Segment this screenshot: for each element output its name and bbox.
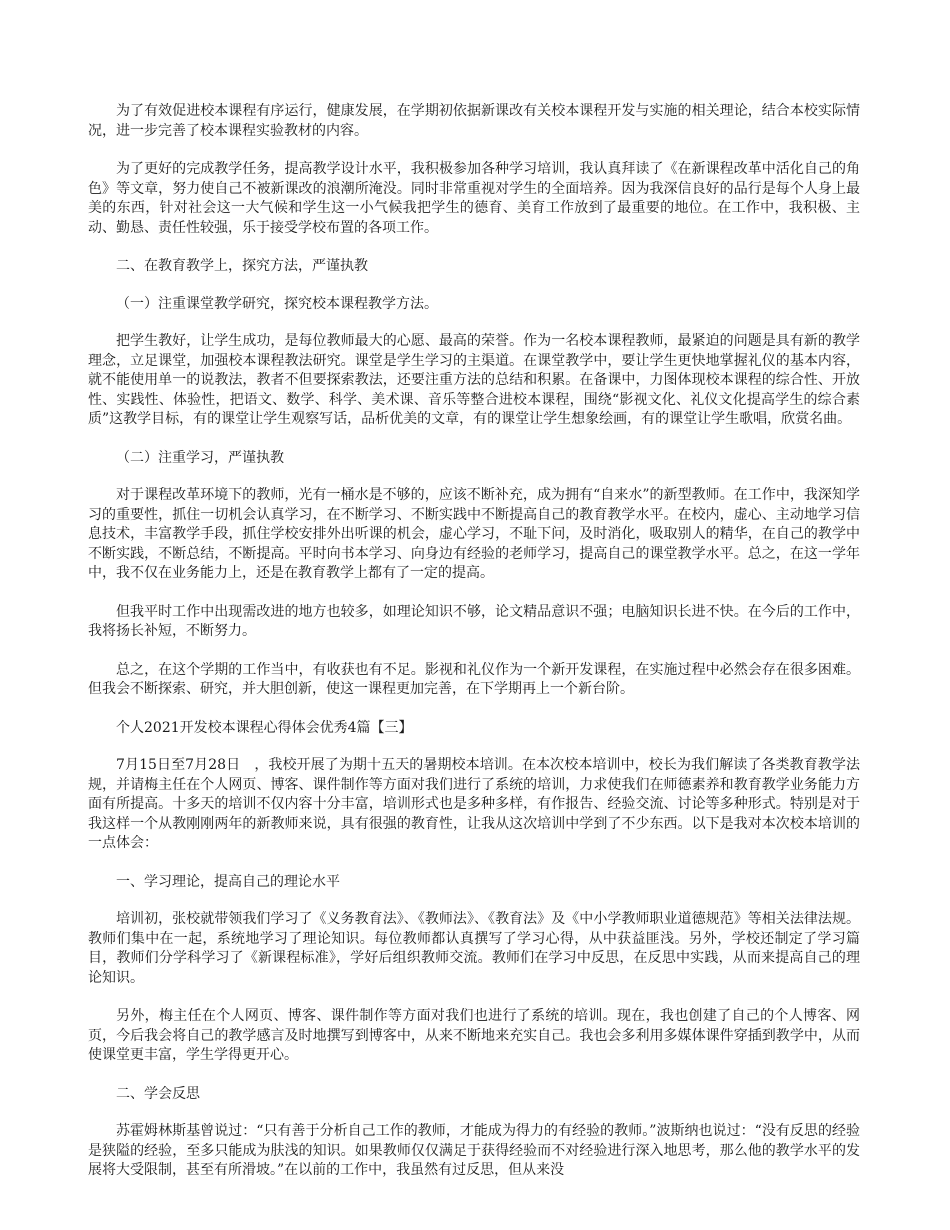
document-body bbox=[88, 102, 860, 1200]
paragraph: 对于课程改革环境下的教师，光有一桶水是不够的，应该不断补充，成为拥有“自来水”的新型教师。在工作中，我深知学习的重要性，抓住一切机会认真学习，在不断学习、不断实践中不断提高自己的教育教学水平。在校内，虚心、主动地学习信息技术，丰富教学手段，抓住学校安排外出听课的机会，虚心学习，不耻下问，及时消化，吸取别人的精华，在自己的教学中不断实践，不断总结，不断提高。平时向书本学习、向身边有经验的老师学习，提高自己的课堂教学水平。总之，在这一学年中，我不仅在业务能力上，还是在教育教学上都有了一定的提高。 bbox=[88, 487, 860, 581]
paragraph: 苏霍姆林斯基曾说过：“只有善于分析自己工作的教师，才能成为得力的有经验的教师。”波斯纳也说过：“没有反思的经验是狭隘的经验，至多只能成为肤浅的知识。如果教师仅仅满足于获得经验而不对经验进行深入地思考，那么他的教学水平的发展将大受限制，甚至有所滑坡。”在以前的工作中，我虽然有过反思，但从来没 bbox=[88, 1123, 860, 1178]
subsection-heading: （一）注重课堂教学研究，探究校本课程教学方法。 bbox=[116, 295, 438, 312]
paragraph: 培训初，张校就带领我们学习了《义务教育法》、《教师法》、《教育法》及《中小学教师职业道德规范》等相关法律法规。教师们集中在一起，系统地学习了理论知识。每位教师都认真撰写了学习心得，从中获益匪浅。另外，学校还制定了学习篇目，教师们分学科学习了《新课程标准》，学好后组织教师交流。教师们在学习中反思，在反思中实践，从而来提高自己的理论知识。 bbox=[88, 911, 860, 986]
paragraph: 7月15日至7月28日 ，我校开展了为期十五天的暑期校本培训。在本次校本培训中，校长为我们解读了各类教育教学法规，并请梅主任在个人网页、博客、课件制作等方面对我们进行了系统的培训，力求使我们在师德素养和教育教学业务能力方面有所提高。十多天的培训不仅内容十分丰富，培训形式也是多种多样，有作报告、经验交流、讨论等多种形式。特别是对于我这样一个从教刚刚两年的新教师来说，具有很强的教育性，让我从这次培训中学到了不少东西。以下是我对本次校本培训的一点体会： bbox=[88, 757, 860, 851]
paragraph: 但我平时工作中出现需改进的地方也较多，如理论知识不够，论文精品意识不强；电脑知识长进不快。在今后的工作中，我将扬长补短，不断努力。 bbox=[88, 603, 860, 639]
subsection-heading: （二）注重学习，严谨执教 bbox=[116, 449, 284, 466]
section-heading: 二、在教育教学上，探究方法，严谨执教 bbox=[116, 258, 368, 274]
section-heading: 一、学习理论，提高自己的理论水平 bbox=[116, 873, 340, 890]
paragraph: 为了更好的完成教学任务，提高教学设计水平，我积极参加各种学习培训，我认真拜读了《在新课程改革中活化自己的角色》等文章，努力使自己不被新课改的浪潮所淹没。同时非常重视对学生的全面培养。因为我深信良好的品行是每个人身上最美的东西，针对社会这一大气候和学生这一小气候我把学生的德育、美育工作放到了最重要的地位。在工作中，我积极、主动、勤恳、责任性较强，乐于接受学校布置的各项工作。 bbox=[88, 161, 860, 236]
paragraph: 总之，在这个学期的工作当中，有收获也有不足。影视和礼仪作为一个新开发课程，在实施过程中必然会存在很多困难。但我会不断探索、研究，并大胆创新，使这一课程更加完善，在下学期再上一个新台阶。 bbox=[88, 661, 860, 697]
article-title: 个人2021开发校本课程心得体会优秀4篇【三】 bbox=[116, 719, 413, 736]
paragraph: 把学生教好，让学生成功，是每位教师最大的心愿、最高的荣誉。作为一名校本课程教师，最紧迫的问题是具有新的教学理念，立足课堂，加强校本课程教法研究。课堂是学生学习的主渠道。在课堂教学中，要让学生更快地掌握礼仪的基本内容，就不能使用单一的说教法，教者不但要探索教法，还要注重方法的总结和积累。在备课中，力图体现校本课程的综合性、开放性、实践性、体验性，把语文、数学、科学、美术课、音乐等整合进校本课程，围绕“影视文化、礼仪文化提高学生的综合素质”这教学目标，有的课堂让学生观察写话，品析优美的文章，有的课堂让学生想象绘画，有的课堂让学生歌唱，欣赏名曲。 bbox=[88, 333, 860, 427]
section-heading: 二、学会反思 bbox=[116, 1085, 200, 1102]
paragraph: 为了有效促进校本课程有序运行，健康发展，在学期初依据新课改有关校本课程开发与实施的相关理论，结合本校实际情况，进一步完善了校本课程实验教材的内容。 bbox=[88, 103, 860, 139]
paragraph: 另外，梅主任在个人网页、博客、课件制作等方面对我们也进行了系统的培训。现在，我也创建了自己的个人博客、网页，今后我会将自己的教学感言及时地撰写到博客中，从来不断地来充实自己。我也会多利用多媒体课件穿插到教学中，从而使课堂更丰富，学生学得更开心。 bbox=[88, 1008, 860, 1063]
